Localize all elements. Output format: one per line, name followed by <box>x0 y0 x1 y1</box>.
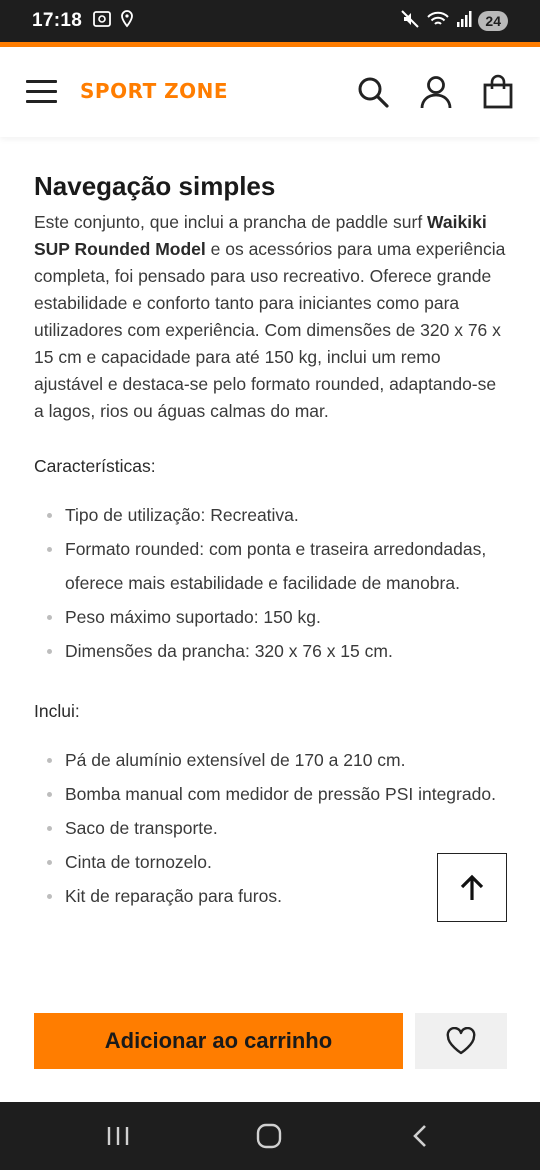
description-text: Este conjunto, que inclui a prancha de paddle surf Waikiki SUP Rounded Model e os acessórios para uma experiência completa, foi pensado para uso recreativo. Oferece grande estabilidade e conforto tanto para iniciantes como para utilizadores com experiência. Com dimensões de 320 x 76 x 15 cm e capacidade para até 150 kg, inclui um remo ajustável e destaca-se pelo formato rounded, adaptando-se a lagos, rios ou águas calmas do mar. <box>34 212 506 421</box>
add-to-cart-button[interactable]: Adicionar ao carrinho <box>34 1013 403 1069</box>
action-bar <box>0 980 540 1102</box>
list-item: Bomba manual com medidor de pressão PSI integrado. <box>47 777 508 811</box>
wishlist-button[interactable] <box>415 1013 507 1069</box>
features-heading: Características: <box>34 456 156 476</box>
menu-icon[interactable] <box>26 80 58 104</box>
features-list <box>34 498 508 668</box>
sport-zone-logo[interactable]: SPORT ZONE <box>80 79 229 103</box>
wifi-icon <box>426 9 450 34</box>
list-item: Formato rounded: com ponta e traseira arredondadas, oferece mais estabilidade e facilidade de manobra. <box>47 532 508 600</box>
list-item: Cinta de tornozelo. <box>47 845 508 879</box>
list-item: Saco de transporte. <box>47 811 508 845</box>
app-header <box>0 47 540 137</box>
status-time: 17:18 <box>32 10 83 31</box>
includes-heading: Inclui: <box>34 701 80 721</box>
back-icon[interactable] <box>400 1120 440 1152</box>
product-name: Waikiki SUP Rounded Model <box>34 212 487 259</box>
arrow-up-icon <box>457 873 487 903</box>
heart-icon <box>445 1027 477 1055</box>
status-bar <box>0 0 540 42</box>
mute-icon <box>400 9 420 34</box>
list-item: Kit de reparação para furos. <box>47 879 508 913</box>
list-item: Tipo de utilização: Recreativa. <box>47 498 508 532</box>
location-icon <box>120 9 134 34</box>
list-item: Peso máximo suportado: 150 kg. <box>47 600 508 634</box>
system-nav-bar <box>0 1102 540 1170</box>
user-icon[interactable] <box>418 74 454 110</box>
home-icon[interactable] <box>249 1120 289 1152</box>
signal-icon <box>456 9 472 34</box>
list-item: Pá de alumínio extensível de 170 a 210 cm. <box>47 743 508 777</box>
search-icon[interactable] <box>355 74 391 110</box>
battery-badge: 24 <box>478 11 508 31</box>
back-to-top-button[interactable] <box>437 853 507 922</box>
recent-apps-icon[interactable] <box>98 1120 138 1152</box>
section-title: Navegação simples <box>34 171 276 201</box>
shopping-bag-icon[interactable] <box>480 74 516 110</box>
list-item: Dimensões da prancha: 320 x 76 x 15 cm. <box>47 634 508 668</box>
screenshot-icon <box>92 9 112 34</box>
